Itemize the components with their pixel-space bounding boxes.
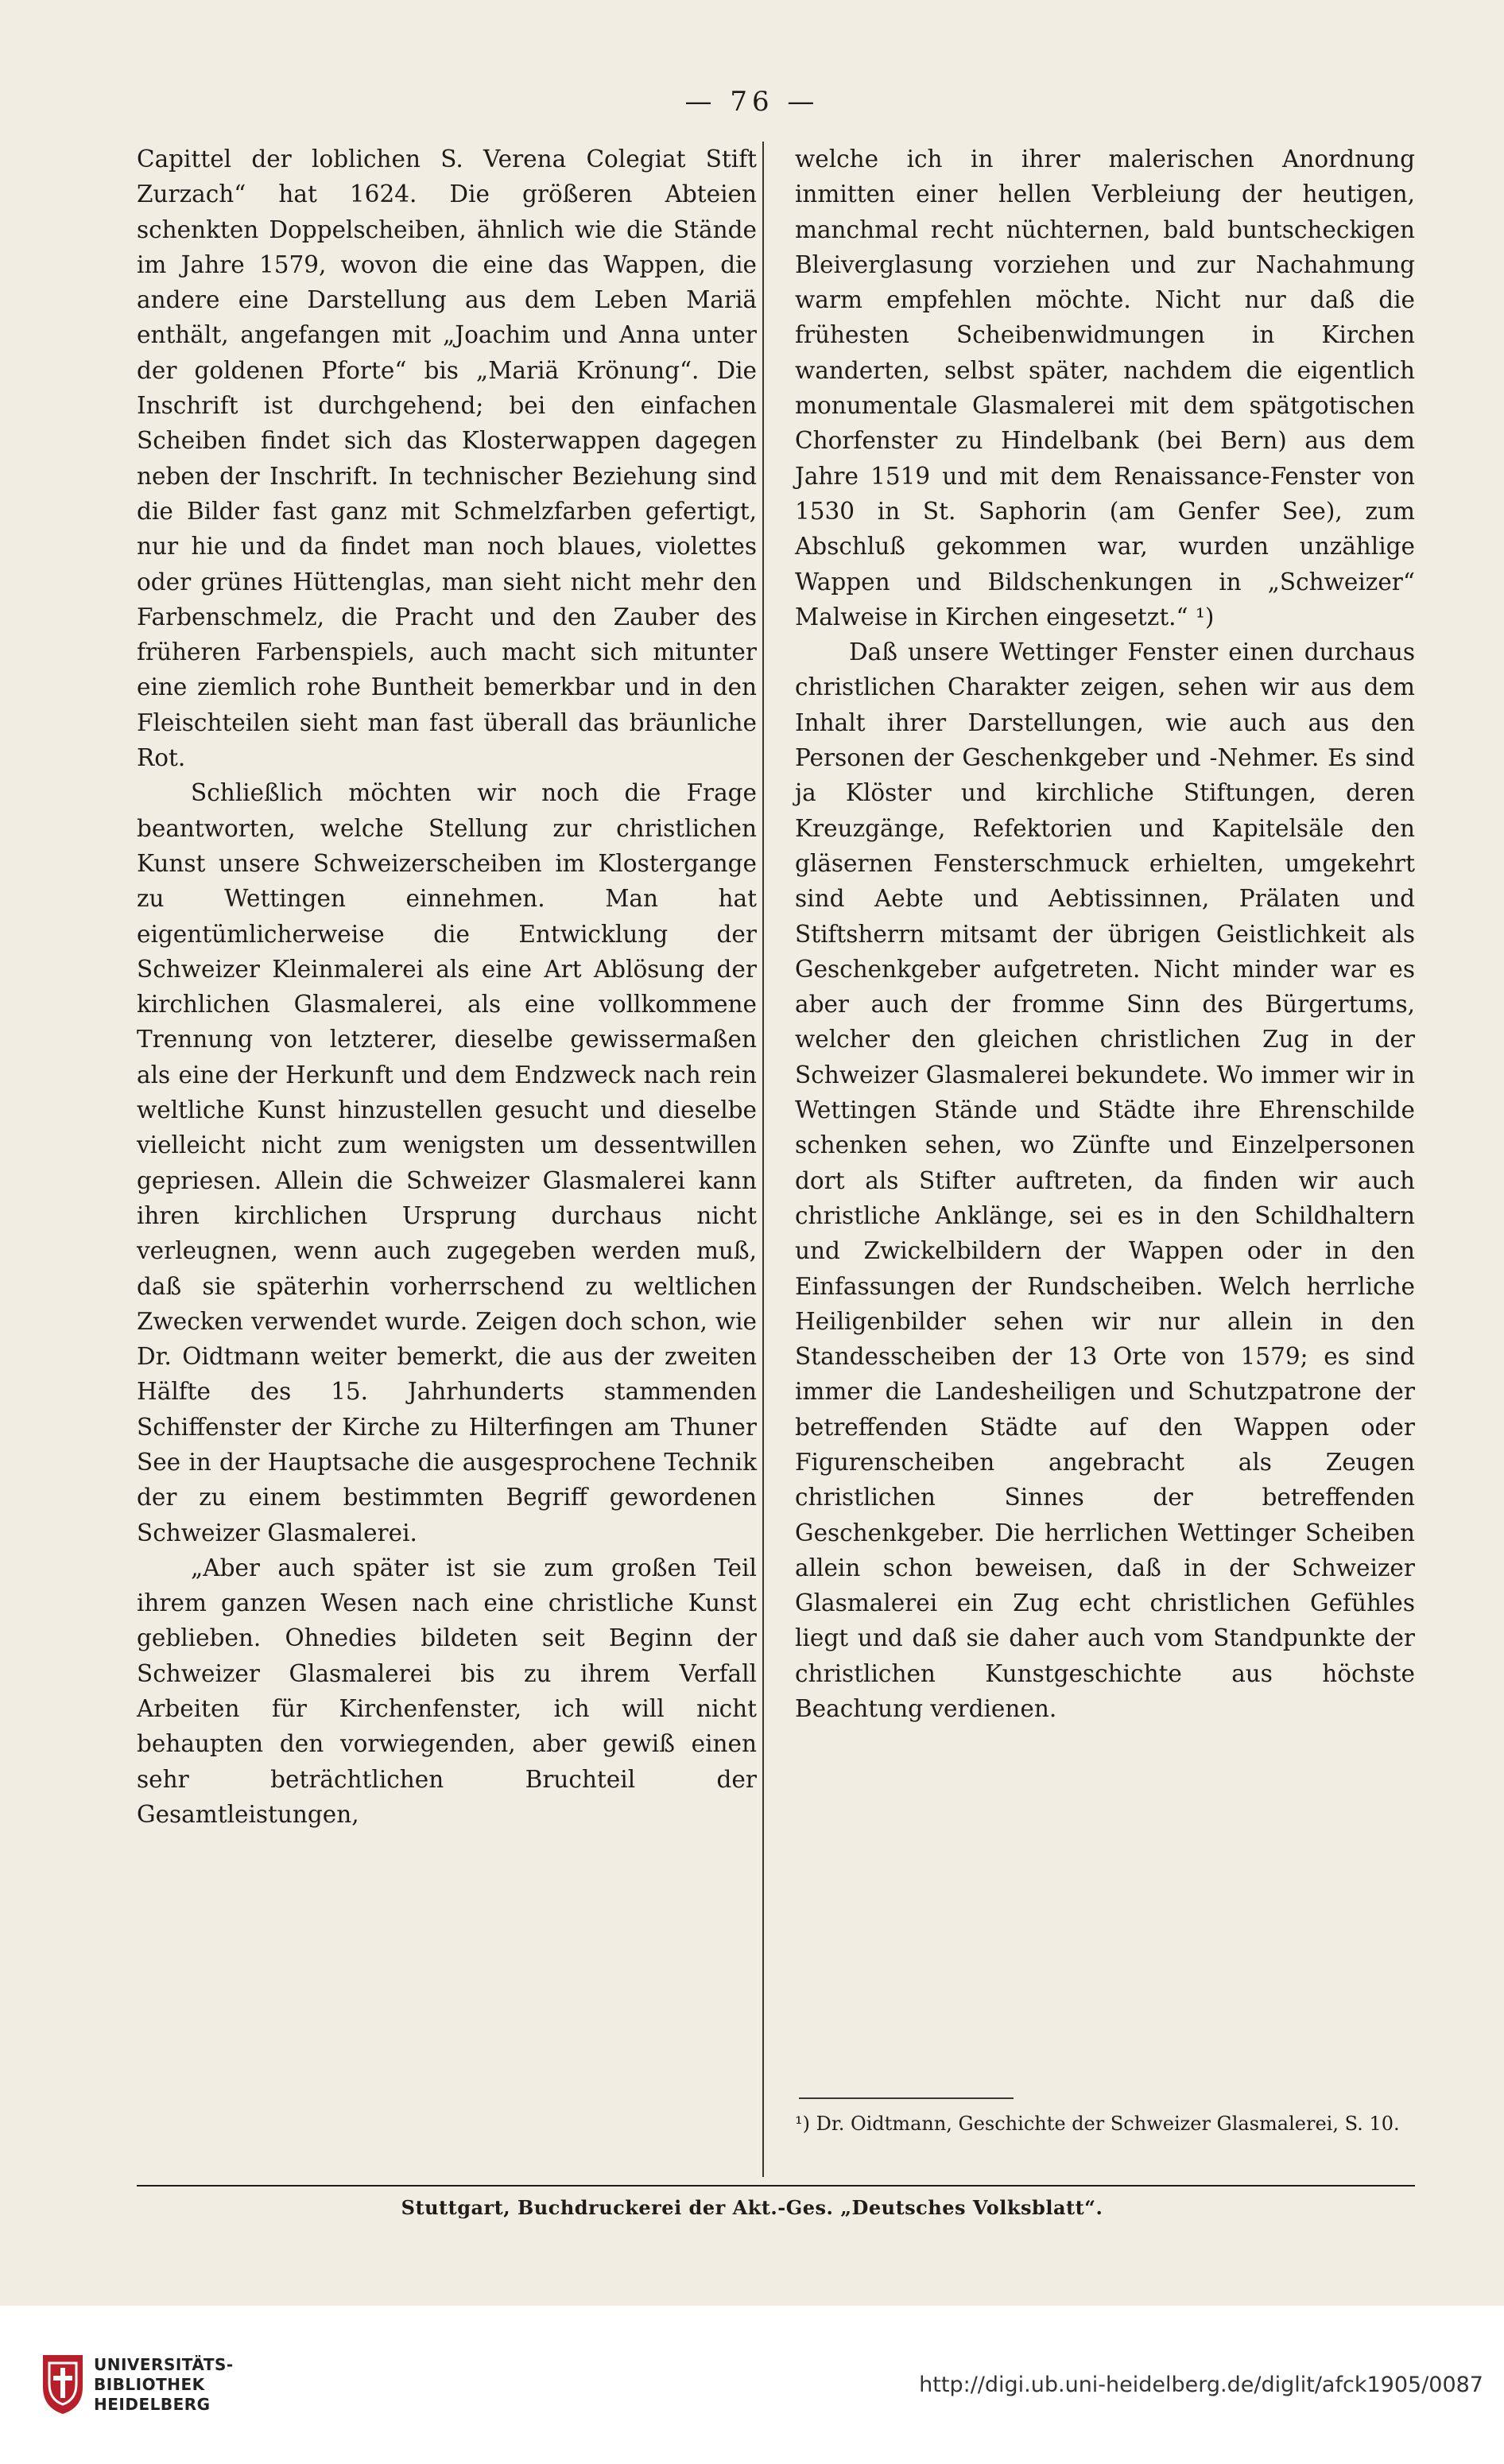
paragraph: Schließlich möchten wir noch die Frage beantworten, welche Stellung zur christlichen Kunst unsere Schweizerscheiben im Klostergange zu Wettingen einnehmen. Man hat eigentümlicherweise die Entwicklung der Schweizer Kleinmalerei als eine Art Ablösung der kirchlichen Glasmalerei, als eine vollkommene Trennung von letzterer, dieselbe gewissermaßen als eine der Herkunft und dem Endzweck nach rein weltliche Kunst hinzustellen gesucht und dieselbe vielleicht nicht zum wenigsten um dessentwillen gepriesen. Allein die Schweizer Glasmalerei kann ihren kirchlichen Ursprung durchaus nicht verleugnen, wenn auch zugegeben werden muß, daß sie späterhin vorherrschend zu weltlichen Zwecken verwendet wurde. Zeigen doch schon, wie Dr. Oidtmann weiter bemerkt, die aus der zweiten Hälfte des 15. Jahrhunderts stammenden Schiffenster der Kirche zu Hilterfingen am Thuner See in der Hauptsache die ausgesprochene Technik der zu einem bestimmten Begriff gewordenen Schweizer Glasmalerei. [137,779,757,1546]
footnote: ¹) Dr. Oidtmann, Geschichte der Schweizer Glasmalerei, S. 10. [795,2113,1400,2135]
page-number: — 76 — [684,86,820,118]
printer-imprint: Stuttgart, Buchdruckerei der Akt.-Ges. „Deutsches Volksblatt“. [401,2196,1103,2219]
paragraph: „Aber auch später ist sie zum großen Teil ihrem ganzen Wesen nach eine christliche Kunst geblieben. Ohnedies bildeten seit Beginn der Schweizer Glasmalerei bis zu ihrem Verfall Arbeiten für Kirchenfenster, ich will nicht behaupten den vorwiegenden, aber gewiß einen sehr beträchtlichen Bruchteil der Gesamtleistungen, [137,1554,757,1828]
paragraph: Daß unsere Wettinger Fenster einen durchaus christlichen Charakter zeigen, sehen wir aus dem Inhalt ihrer Darstellungen, wie auch aus den Personen der Geschenkgeber und -Nehmer. Es sind ja Klöster und kirchliche Stiftungen, deren Kreuzgänge, Refektorien und Kapitelsäle den gläsernen Fensterschmuck erhielten, umgekehrt sind Aebte und Aebtissinnen, Prälaten und Stiftsherrn mitsamt der übrigen Geistlichkeit als Geschenkgeber aufgetreten. Nicht minder war es aber auch der fromme Sinn des Bürgertums, welcher den gleichen christlichen Zug in der Schweizer Glasmalerei bekundete. Wo immer wir in Wettingen Stände und Städte ihre Ehrenschilde schenken sehen, wo Zünfte und Einzelpersonen dort als Stifter auftreten, da finden wir auch christliche Anklänge, sei es in den Schildhaltern und Zwickelbildern der Wappen oder in den Einfassungen der Rundscheiben. Welch herrliche Heiligenbilder sehen wir nur allein in den Standesscheiben der 13 Orte von 1579; es sind immer die Landesheiligen und Schutzpatrone der betreffenden Städte auf den Wappen oder Figurenscheiben angebracht als Zeugen christlichen Sinnes der betreffenden Geschenkgeber. Die herrlichen Wettinger Scheiben allein schon beweisen, daß in der Schweizer Glasmalerei ein Zug echt christlichen Gefühles liegt und daß sie daher auch vom Standpunkte der christlichen Kunstgeschichte aus höchste Beachtung verdienen. [795,638,1415,1723]
library-name-line: HEIDELBERG [94,2395,211,2414]
paragraph: Capittel der loblichen S. Verena Colegiat Stift Zurzach“ hat 1624. Die größeren Abteien schenkten Doppelscheiben, ähnlich wie die Stände im Jahre 1579, wovon die eine das Wappen, die andere eine Darstellung aus dem Leben Mariä enthält, angefangen mit „Joachim und Anna unter der goldenen Pforte“ bis „Mariä Krönung“. Die Inschrift ist durchgehend; bei den einfachen Scheiben findet sich das Klosterwappen dagegen neben der Inschrift. In technischer Beziehung sind die Bilder fast ganz mit Schmelzfarben gefertigt, nur hie und da findet man noch blaues, violettes oder grünes Hüttenglas, man sieht nicht mehr den Farbenschmelz, die Pracht und den Zauber des früheren Farbenspiels, auch macht sich mitunter eine ziemlich rohe Buntheit bemerkbar und in den Fleischteilen sieht man fast überall das bräunliche Rot. [137,146,757,772]
source-url[interactable]: http://digi.ub.uni-heidelberg.de/diglit/afck1905/0087 [919,2373,1483,2397]
library-name-line: BIBLIOTHEK [94,2375,205,2394]
column-divider [762,142,764,2177]
library-name-line: UNIVERSITÄTS- [94,2355,234,2374]
university-seal-icon [40,2352,86,2415]
paragraph: welche ich in ihrer malerischen Anordnung inmitten einer hellen Verbleiung der heutigen, manchmal recht nüchternen, bald buntscheckigen Bleiverglasung vorziehen und zur Nachahmung warm empfehlen möchte. Nicht nur daß die frühesten Scheibenwidmungen in Kirchen wanderten, selbst später, nachdem die eigentlich monumentale Glasmalerei mit dem spätgotischen Chorfenster zu Hindelbank (bei Bern) aus dem Jahre 1519 und mit dem Renaissance-Fenster von 1530 in St. Saphorin (am Genfer See), zum Abschluß gekommen war, wurden unzählige Wappen und Bildschenkungen in „Schweizer“ Malweise in Kirchen eingesetzt.“ ¹) [795,146,1415,631]
right-column [795,142,1415,1726]
footnote-rule [799,2097,1014,2099]
left-column [137,142,757,1832]
library-name [94,2355,234,2415]
imprint-rule [137,2185,1415,2187]
library-footer [0,2306,1504,2464]
